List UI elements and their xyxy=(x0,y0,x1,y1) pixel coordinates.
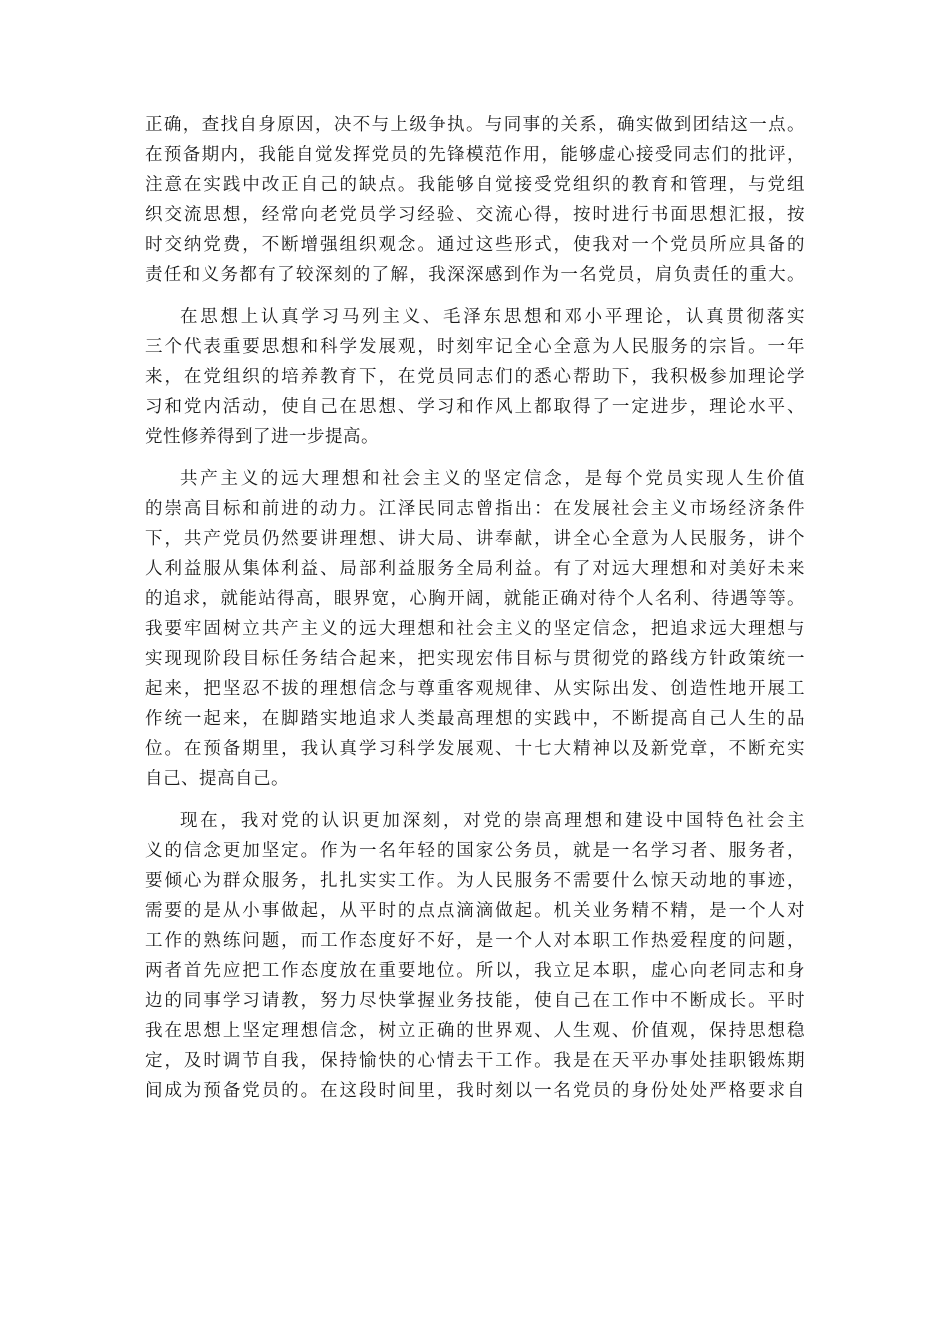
text-line: 需要的是从小事做起，从平时的点点滴滴做起。机关业务精不精，是一个人对 xyxy=(145,901,805,921)
text-line: 起来，把坚忍不拔的理想信念与尊重客观规律、从实际出发、创造性地开展工 xyxy=(145,679,805,699)
text-line: 两者首先应把工作态度放在重要地位。所以，我立足本职，虚心向老同志和身 xyxy=(145,961,805,981)
text-line: 三个代表重要思想和科学发展观，时刻牢记全心全意为人民服务的宗旨。一年 xyxy=(145,337,805,357)
text-line: 下，共产党员仍然要讲理想、讲大局、讲奉献，讲全心全意为人民服务，讲个 xyxy=(145,529,805,549)
text-line: 现在，我对党的认识更加深刻，对党的崇高理想和建设中国特色社会主 xyxy=(180,811,805,831)
text-line: 在预备期内，我能自觉发挥党员的先锋模范作用，能够虚心接受同志们的批评， xyxy=(145,145,805,165)
text-line: 来，在党组织的培养教育下，在党员同志们的悉心帮助下，我积极参加理论学 xyxy=(145,367,805,387)
text-line: 要倾心为群众服务，扎扎实实工作。为人民服务不需要什么惊天动地的事迹， xyxy=(145,871,805,891)
text-line: 习和党内活动，使自己在思想、学习和作风上都取得了一定进步，理论水平、 xyxy=(145,397,805,417)
text-line: 在思想上认真学习马列主义、毛泽东思想和邓小平理论，认真贯彻落实 xyxy=(180,307,805,327)
text-line: 党性修养得到了进一步提高。 xyxy=(145,427,379,447)
text-line: 自己、提高自己。 xyxy=(145,769,289,789)
text-line: 的追求，就能站得高，眼界宽，心胸开阔，就能正确对待个人名利、待遇等等。 xyxy=(145,589,805,609)
text-line: 织交流思想，经常向老党员学习经验、交流心得，按时进行书面思想汇报，按 xyxy=(145,205,805,225)
text-line: 义的信念更加坚定。作为一名年轻的国家公务员，就是一名学习者、服务者， xyxy=(145,841,805,861)
text-line: 正确，查找自身原因，决不与上级争执。与同事的关系，确实做到团结这一点。 xyxy=(145,115,805,135)
text-line: 我要牢固树立共产主义的远大理想和社会主义的坚定信念，把追求远大理想与 xyxy=(145,619,805,639)
text-line: 注意在实践中改正自己的缺点。我能够自觉接受党组织的教育和管理，与党组 xyxy=(145,175,805,195)
text-line: 定，及时调节自我，保持愉快的心情去干工作。我是在天平办事处挂职锻炼期 xyxy=(145,1051,805,1071)
text-line: 责任和义务都有了较深刻的了解，我深深感到作为一名党员，肩负责任的重大。 xyxy=(145,265,805,285)
text-line: 实现现阶段目标任务结合起来，把实现宏伟目标与贯彻党的路线方针政策统一 xyxy=(145,649,805,669)
document-body xyxy=(145,110,805,1106)
text-line: 间成为预备党员的。在这段时间里，我时刻以一名党员的身份处处严格要求自 xyxy=(145,1081,805,1101)
text-line: 我在思想上坚定理想信念，树立正确的世界观、人生观、价值观，保持思想稳 xyxy=(145,1021,805,1041)
text-line: 工作的熟练问题，而工作态度好不好，是一个人对本职工作热爱程度的问题， xyxy=(145,931,805,951)
text-line: 时交纳党费，不断增强组织观念。通过这些形式，使我对一个党员所应具备的 xyxy=(145,235,805,255)
text-line: 边的同事学习请教，努力尽快掌握业务技能，使自己在工作中不断成长。平时 xyxy=(145,991,805,1011)
paragraph-1 xyxy=(145,110,805,290)
text-line: 共产主义的远大理想和社会主义的坚定信念，是每个党员实现人生价值 xyxy=(180,469,805,489)
text-line: 的崇高目标和前进的动力。江泽民同志曾指出：在发展社会主义市场经济条件 xyxy=(145,499,805,519)
paragraph-3 xyxy=(145,464,805,794)
paragraph-4 xyxy=(145,806,805,1106)
text-line: 位。在预备期里，我认真学习科学发展观、十七大精神以及新党章，不断充实 xyxy=(145,739,805,759)
text-line: 人利益服从集体利益、局部利益服务全局利益。有了对远大理想和对美好未来 xyxy=(145,559,805,579)
paragraph-2 xyxy=(145,302,805,452)
text-line: 作统一起来，在脚踏实地追求人类最高理想的实践中，不断提高自己人生的品 xyxy=(145,709,805,729)
